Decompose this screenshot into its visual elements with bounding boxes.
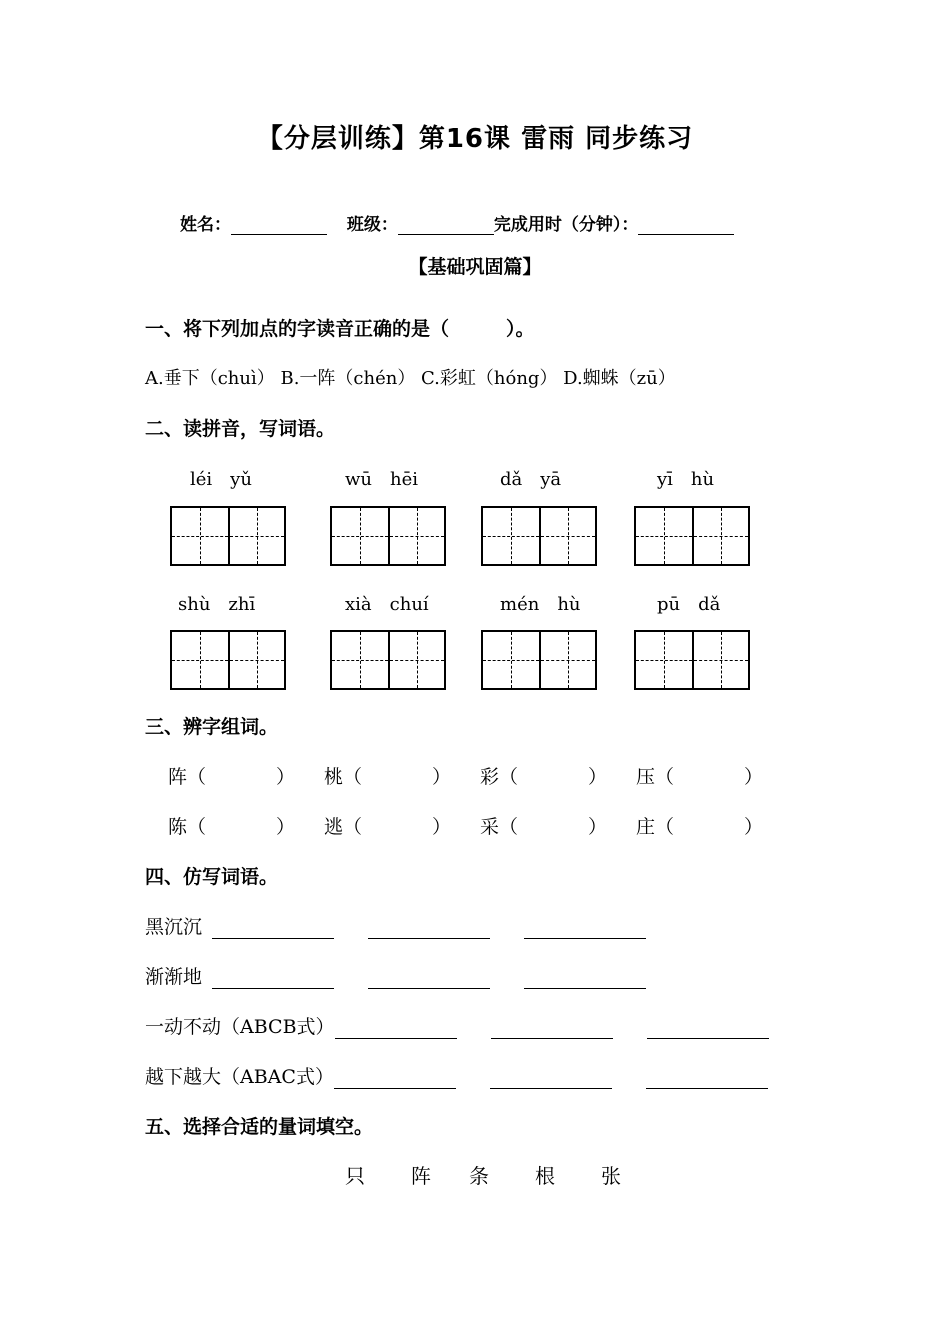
pinyin-label: dǎ yā: [500, 469, 562, 490]
question-5-prompt: 五、选择合适的量词填空。: [145, 1116, 374, 1138]
page-title: 【分层训练】第16课 雷雨 同步练习: [256, 124, 694, 154]
answer-blank[interactable]: [335, 1016, 457, 1039]
question-2-prompt: 二、读拼音，写词语。: [145, 418, 336, 440]
measure-word: 只: [345, 1164, 365, 1188]
writing-grid[interactable]: [330, 506, 446, 566]
class-blank[interactable]: [398, 216, 494, 235]
char-pair-item[interactable]: 压（ ）: [636, 766, 764, 788]
answer-blank[interactable]: [212, 966, 334, 989]
answer-blank[interactable]: [491, 1016, 613, 1039]
writing-grid[interactable]: [634, 630, 750, 690]
writing-grid[interactable]: [634, 506, 750, 566]
imitation-line: 一动不动（ABCB式）: [145, 1012, 769, 1039]
pinyin-label: léi yǔ: [190, 469, 252, 490]
section-heading: 【基础巩固篇】: [408, 256, 542, 278]
char-pair-item[interactable]: 阵（ ）: [168, 766, 296, 788]
writing-grid[interactable]: [481, 506, 597, 566]
answer-blank[interactable]: [368, 916, 490, 939]
writing-grid[interactable]: [330, 630, 446, 690]
char-pair-item[interactable]: 逃（ ）: [324, 816, 452, 838]
pinyin-label: wū hēi: [345, 469, 419, 490]
writing-grid[interactable]: [170, 630, 286, 690]
time-label: 完成用时（分钟）：: [493, 215, 639, 235]
name-label: 姓名：: [180, 215, 231, 235]
question-4-prompt: 四、仿写词语。: [145, 866, 279, 888]
pinyin-label: pū dǎ: [657, 594, 721, 615]
measure-word: 条: [469, 1164, 489, 1188]
char-pair-item[interactable]: 陈（ ）: [168, 816, 296, 838]
pinyin-label: mén hù: [500, 594, 581, 615]
answer-blank[interactable]: [647, 1016, 769, 1039]
pinyin-label: shù zhī: [178, 594, 256, 615]
measure-word-bank: [345, 1160, 621, 1189]
answer-blank[interactable]: [524, 966, 646, 989]
student-info-row: [180, 210, 734, 235]
char-pair-item[interactable]: 桃（ ）: [324, 766, 452, 788]
answer-blank[interactable]: [368, 966, 490, 989]
answer-blank[interactable]: [646, 1066, 768, 1089]
answer-blank[interactable]: [334, 1066, 456, 1089]
char-pair-item[interactable]: 庄（ ）: [636, 816, 764, 838]
imitation-line: 渐渐地: [145, 962, 646, 989]
answer-blank[interactable]: [212, 916, 334, 939]
measure-word: 阵: [411, 1164, 431, 1188]
writing-grid[interactable]: [170, 506, 286, 566]
name-blank[interactable]: [231, 216, 327, 235]
pinyin-label: xià chuí: [345, 594, 429, 615]
pinyin-label: yī hù: [657, 469, 715, 490]
answer-blank[interactable]: [524, 916, 646, 939]
char-pair-item[interactable]: 采（ ）: [480, 816, 608, 838]
answer-blank[interactable]: [490, 1066, 612, 1089]
imitation-line: 越下越大（ABAC式）: [145, 1062, 768, 1089]
measure-word: 根: [535, 1164, 555, 1188]
question-1-options: A.垂下（chuì） B.一阵（chén） C.彩虹（hóng） D.蜘蛛（zū）: [145, 368, 676, 389]
question-1-prompt: 一、将下列加点的字读音正确的是（ ）。: [145, 318, 535, 340]
char-pair-item[interactable]: 彩（ ）: [480, 766, 608, 788]
class-label: 班级：: [346, 215, 398, 235]
imitation-line: 黑沉沉: [145, 912, 646, 939]
question-3-prompt: 三、辨字组词。: [145, 716, 279, 738]
writing-grid[interactable]: [481, 630, 597, 690]
measure-word: 张: [601, 1164, 621, 1188]
time-blank[interactable]: [638, 216, 734, 235]
